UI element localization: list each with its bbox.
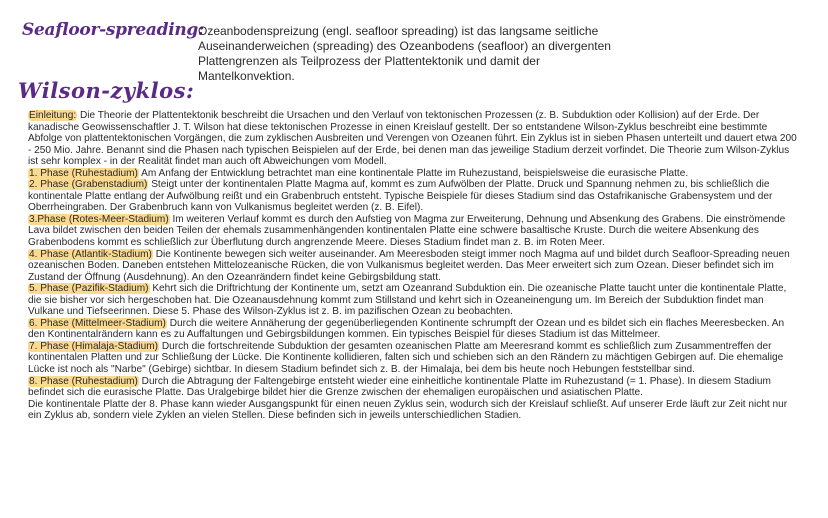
phase-text: Durch die weitere Annäherung der gegenüberliegenden Kontinente schrumpft der Ozean und es bildet sich ein flaches Meeresbecken. An den Kontinentalrändern kann es zu Auffaltungen und Gebirgsbildungen kommen. Ein typisches Beispiel für dieses Stadium ist das Mittelmeer. bbox=[28, 317, 785, 341]
phase-text: Durch die Abtragung der Faltengebirge entsteht wieder eine einheitliche kontinentale Platte im Ruhezustand (= 1. Phase). In diesem Stadium befindet sich die eurasische Platte. Das Uralgebirge bildet hier die Grenze zwischen der ehemaligen europäischen und asiatischen Platte. bbox=[28, 375, 771, 399]
intro-label: Einleitung: bbox=[29, 110, 77, 121]
phase-label: 8. Phase (Ruhestadium) bbox=[29, 375, 138, 387]
seafloor-spreading-title: Seafloor-spreading: bbox=[22, 20, 204, 40]
phase-text: Im weiteren Verlauf kommt es durch den Aufstieg von Magma zur Erweiterung, Dehnung und Absenkung des Grabens. Die einströmende Lava bildet zwischen den beiden Teilen der ehemals zusammenhängenden kontinentalen Platte eine schwere basaltische Kruste. Durch die weitere Absenkung des Grabenbodens kommt es schließlich zur Überflutung durch angrenzende Meere. Dieses Stadium findet man z. B. im Roten Meer. bbox=[28, 213, 786, 249]
intro-text: Die Theorie der Plattentektonik beschreibt die Ursachen und den Verlauf von tektonischen Prozessen (z. B. Subduktion oder Kollision) auf der Erde. Der kanadische Geowissenschaftler J. T. Wilson hat diese tektonischen Prozesse in einen Kreislauf gestellt. Der so entstandene Wilson-Zyklus beschreibt eine bestimmte Abfolge von plattentektonischen Vorgängen, die zum zyklischen Ausbreiten und Verengen von Ozeanen führt. Ein Zyklus ist in sieben Phasen unterteilt und dauert etwa 200 - 250 Mio. Jahre. Benannt sind die Phasen nach typischen Beispielen auf der Erde, bei denen man das jeweilige Stadium derzeit vorfindet. Die Theorie zum Wilson-Zyklus ist sehr komplex - in der Realität findet man auch oft Abweichungen vom Modell. bbox=[28, 110, 797, 168]
phase-paragraph bbox=[28, 249, 798, 284]
intro-paragraph bbox=[28, 110, 798, 168]
phase-paragraph bbox=[28, 214, 798, 249]
phase-text: Die Kontinente bewegen sich weiter auseinander. Am Meeresboden steigt immer noch Magma auf und bildet durch Seafloor-Spreading neuen ozeanischen Boden. Daneben entstehen Mittelozeanische Rücken, die von Vulkanismus begleitet werden. Das Meer erweitert sich zum Ozean. Dieser befindet sich im Zustand der Öffnung (Ausdehnung). An den Ozeanrändern findet keine Gebirgsbildung statt. bbox=[28, 248, 790, 283]
wilson-cycle-body bbox=[28, 110, 798, 422]
phase-text: Durch die fortschreitende Subduktion der gesamten ozeanischen Platte am Meeresrand kommt es schließlich zum Zusammentreffen der kontinentalen Platten und zur Schließung der Lücke. Die Kontinente kollidieren, falten sich und schieben sich an den Rändern zu mächtigen Gebirgen auf. Die ehemalige Lücke ist noch als "Narbe" (Gebirge) sichtbar. In diesem Stadium befindet sich z. B. der Himalaja, bei dem bis heute noch Hebungen feststellbar sind. bbox=[28, 340, 784, 376]
seafloor-spreading-definition: Ozeanbodenspreizung (engl. seafloor spreading) ist das langsame seitliche Auseinanderweichen (spreading) des Ozeanbodens (seafloor) an divergenten Plattengrenzen als Teilprozess der Plattentektonik und damit der Mantelkonvektion. bbox=[198, 24, 611, 83]
phase-label: 6. Phase (Mittelmeer-Stadium) bbox=[29, 317, 166, 329]
phase-text: Kehrt sich die Driftrichtung der Kontinente um, setzt am Ozeanrand Subduktion ein. Die ozeanische Platte taucht unter die kontinentale Platte, die sie bisher vor sich hergeschoben hat. Die Ozeanausdehnung kommt zum Stillstand und kehrt sich in Ozeaneinengung um. Im Bereich der Subduktion findet man Vulkane und Tiefseerinnen. Diese 5. Phase des Wilson-Zyklus ist z. B. im pazifischen Ozean zu beobachten. bbox=[28, 283, 787, 318]
phase-paragraph bbox=[28, 376, 798, 399]
phase-paragraph bbox=[28, 168, 798, 180]
phase-label: 3.Phase (Rotes-Meer-Stadium) bbox=[29, 213, 169, 225]
phase-label: 4. Phase (Atlantik-Stadium) bbox=[29, 248, 152, 260]
phase-label: 7. Phase (Himalaja-Stadium) bbox=[29, 340, 159, 352]
wilson-cycle-title: Wilson-zyklos: bbox=[18, 78, 195, 103]
phase-text: Steigt unter der kontinentalen Platte Magma auf, kommt es zum Aufwölben der Platte. Druck und Spannung nehmen zu, bis schließlich die kontinentale Platte entlang der Aufwölbung reißt und ein Grabenbruch entsteht. Typische Beispiele für dieses Stadium sind das Ostafrikanische Grabensystem und der Oberrheingraben. Der Grabenbruch kann von Vulkanismus begleitet werden (z. B. Eifel). bbox=[28, 179, 773, 214]
closing-paragraph: Die kontinentale Platte der 8. Phase kann wieder Ausgangspunkt für einen neuen Zyklus sein, wodurch sich der Kreislauf schließt. Auf unserer Erde läuft zur Zeit nicht nur ein Zyklus ab, sondern viele Zyklen an vielen Stellen. Diese befinden sich in jeweils unterschiedlichen Stadien. bbox=[28, 398, 788, 422]
phase-paragraph bbox=[28, 179, 798, 214]
phase-label: 5. Phase (Pazifik-Stadium) bbox=[29, 283, 149, 295]
phase-label: 2. Phase (Grabenstadium) bbox=[29, 179, 148, 191]
phase-label: 1. Phase (Ruhestadium) bbox=[29, 167, 138, 179]
phase-paragraph bbox=[28, 283, 798, 318]
phase-paragraph bbox=[28, 318, 798, 341]
phase-text: Am Anfang der Entwicklung betrachtet man eine kontinentale Platte im Ruhezustand, beispielsweise die eurasische Platte. bbox=[141, 167, 689, 179]
phase-paragraph bbox=[28, 341, 798, 376]
